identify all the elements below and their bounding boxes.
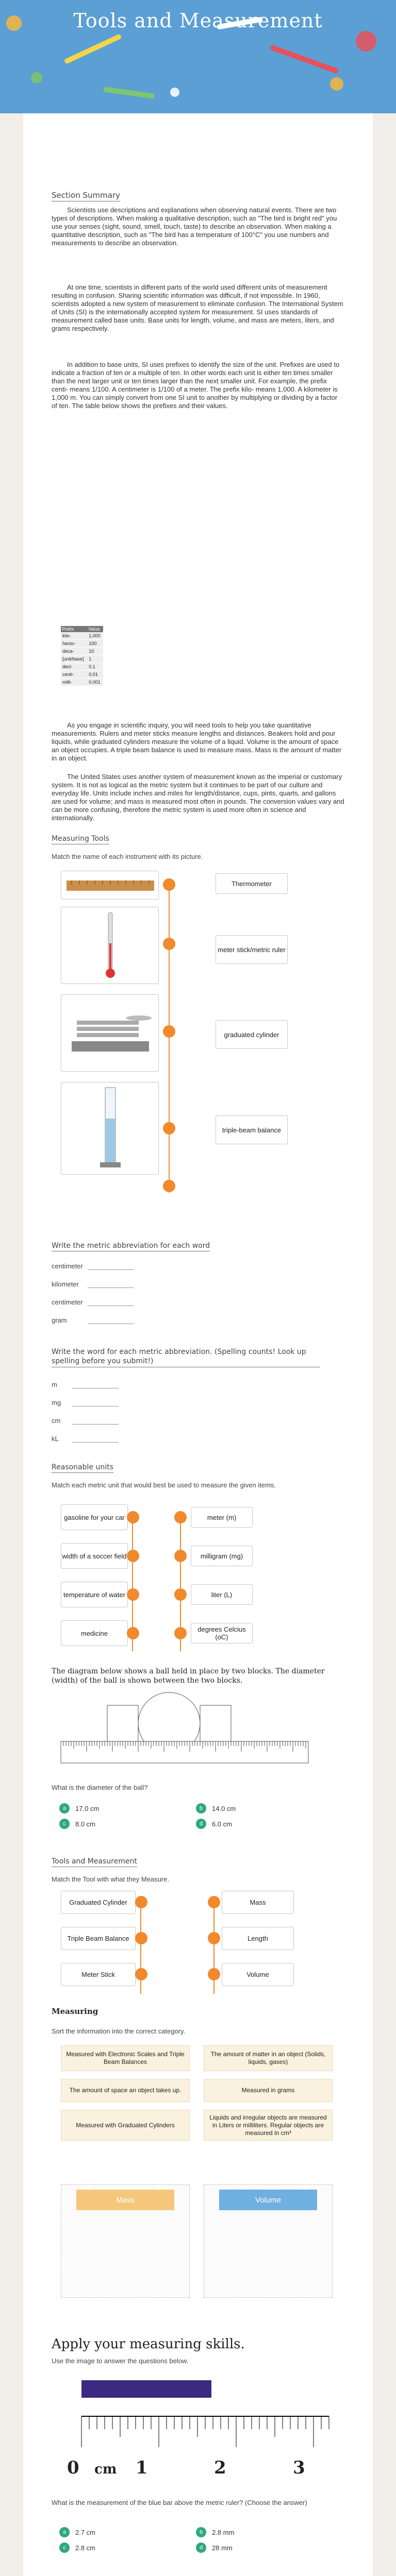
units-item[interactable]: temperature of water xyxy=(61,1582,128,1607)
ruler-label: 0 xyxy=(67,2458,79,2478)
option-d[interactable]: d xyxy=(196,2543,206,2553)
tm-instruction: Match the Tool with what they Measure. xyxy=(52,1875,170,1883)
units-heading: Reasonable units xyxy=(52,1463,113,1473)
match-dot[interactable] xyxy=(208,1968,220,1980)
match-dot[interactable] xyxy=(135,1968,147,1980)
table-cell: milli- xyxy=(61,679,87,686)
option-a[interactable]: a xyxy=(59,2527,70,2537)
summary-paragraph: In addition to base units, SI uses prefixes to identify the size of the unit. Prefixes are used to indicate a fraction of ten or a multiple of ten. In other words each unit is either ten times smaller than the next larger unit or ten times larger than the next smaller unit. For example, the prefix centi- means 1/100. A centimeter is 1/100 of a meter. The prefix kilo- means 1,000. A kilometer is 1,000 m. You can simply convert from one SI unit to another by multiplying or dividing by a factor of ten. The table below shows the prefixes and their values. xyxy=(52,361,340,410)
answer-field[interactable] xyxy=(88,1269,134,1270)
tm-item[interactable]: Graduated Cylinder xyxy=(61,1891,136,1914)
ruler-label: 2 xyxy=(214,2458,226,2478)
table-cell: deca- xyxy=(61,648,87,655)
table-cell: centi- xyxy=(61,671,87,679)
option-d[interactable]: d xyxy=(196,1819,206,1829)
sort-heading: Measuring xyxy=(52,2007,98,2016)
table-row xyxy=(61,632,103,640)
header-banner xyxy=(0,0,396,113)
table-cell: 1 xyxy=(87,655,103,663)
option-label: 2.7 cm xyxy=(75,2529,96,2536)
table-row xyxy=(61,640,103,648)
match-dot[interactable] xyxy=(163,1025,175,1038)
match-dot[interactable] xyxy=(163,1122,175,1134)
option-label: 28 mm xyxy=(212,2544,233,2552)
page-title: Tools and Measurement xyxy=(73,9,323,32)
mass-bin-label: Mass xyxy=(76,2190,174,2210)
abbr-heading: Write the metric abbreviation for each word xyxy=(52,1242,210,1251)
option-label: 17.0 cm xyxy=(75,1805,100,1812)
word-label: gram xyxy=(52,1316,67,1324)
match-dot[interactable] xyxy=(127,1588,139,1601)
abbr-label: cm xyxy=(52,1417,61,1425)
ruler-picture[interactable] xyxy=(61,871,159,900)
sort-card[interactable]: The amount of matter in an object (Solids, liquids, gases) xyxy=(204,2045,333,2071)
skills-subheading: Use the image to answer the questions below. xyxy=(52,2357,189,2365)
match-target[interactable]: meter stick/metric ruler xyxy=(216,935,288,964)
tm-option[interactable]: Mass xyxy=(222,1891,294,1914)
tm-option[interactable]: Length xyxy=(222,1927,294,1950)
table-cell: 1,000 xyxy=(87,632,103,640)
match-dot[interactable] xyxy=(163,938,175,950)
table-cell: deci- xyxy=(61,663,87,671)
ball-question: What is the diameter of the ball? xyxy=(52,1784,148,1791)
option-label: 8.0 cm xyxy=(75,1820,96,1828)
units-instruction: Match each metric unit that would best be used to measure the given items. xyxy=(52,1481,276,1489)
tm-option[interactable]: Volume xyxy=(222,1963,294,1986)
match-dot[interactable] xyxy=(208,1932,220,1944)
option-label: 14.0 cm xyxy=(212,1805,236,1812)
option-label: 2.8 cm xyxy=(75,2544,96,2552)
match-dot[interactable] xyxy=(127,1511,139,1523)
answer-field[interactable] xyxy=(72,1424,119,1425)
option-b[interactable]: b xyxy=(196,2527,206,2537)
skills-question: What is the measurement of the blue bar above the metric ruler? (Choose the answer) xyxy=(52,2499,307,2506)
match-dot[interactable] xyxy=(163,1180,175,1192)
table-header: Value xyxy=(87,626,103,632)
tm-item[interactable]: Triple Beam Balance xyxy=(61,1927,136,1950)
match-dot[interactable] xyxy=(127,1550,139,1562)
units-option[interactable]: milligram (mg) xyxy=(191,1546,253,1566)
word-label: centimeter xyxy=(52,1262,83,1270)
sort-card[interactable]: The amount of space an object takes up. xyxy=(61,2079,190,2102)
table-cell: [unit/base] xyxy=(61,655,87,663)
option-c[interactable]: c xyxy=(59,2543,70,2553)
sort-card[interactable]: Measured with Graduated Cylinders xyxy=(61,2110,190,2141)
prefix-table xyxy=(61,626,103,686)
units-item[interactable]: medicine xyxy=(61,1620,128,1646)
match-target[interactable]: Thermometer xyxy=(216,873,288,894)
match-dot[interactable] xyxy=(163,878,175,891)
sort-card[interactable]: Measured in grams xyxy=(204,2079,333,2102)
thermometer-picture[interactable] xyxy=(61,907,159,984)
match-dot[interactable] xyxy=(174,1511,187,1523)
ruler-label: cm xyxy=(94,2462,117,2477)
option-label: 2.8 mm xyxy=(212,2529,235,2536)
sort-instruction: Sort the information into the correct category. xyxy=(52,2027,186,2035)
tools-heading: Measuring Tools xyxy=(52,835,109,844)
table-row xyxy=(61,663,103,671)
table-cell: 0.001 xyxy=(87,679,103,686)
units-item[interactable]: width of a soccer field xyxy=(61,1543,128,1569)
match-dot[interactable] xyxy=(174,1627,187,1639)
abbr2-heading: Write the word for each metric abbreviation. (Spelling counts! Look up spelling before you submit!) xyxy=(52,1347,320,1367)
ruler-label: 1 xyxy=(136,2458,148,2478)
metric-ruler-figure xyxy=(61,2370,329,2473)
table-row xyxy=(61,679,103,686)
table-cell: 0.1 xyxy=(87,663,103,671)
match-dot[interactable] xyxy=(127,1627,139,1639)
summary-paragraph: The United States uses another system of measurement known as the imperial or customary system. It is not as logical as the metric system but it continues to be part of our culture and everyday life. Units include inches and miles for length/distance, cups, pints, quarts, and gallons are used for volume; and mass is measured most often in pounds. The conversion values vary and can be more confusing, therefore the metric system is used more often in science and internationally. xyxy=(52,773,344,822)
table-cell: 0.01 xyxy=(87,671,103,679)
match-dot[interactable] xyxy=(135,1932,147,1944)
tools-instruction: Match the name of each instrument with its picture. xyxy=(52,853,203,860)
answer-field[interactable] xyxy=(88,1287,134,1288)
cylinder-picture[interactable] xyxy=(61,1082,159,1175)
answer-field[interactable] xyxy=(72,1442,119,1443)
table-row xyxy=(61,671,103,679)
match-dot[interactable] xyxy=(135,1896,147,1908)
volume-bin-label: Volume xyxy=(219,2190,317,2210)
units-item[interactable]: gasoline for your car xyxy=(61,1504,128,1530)
table-cell: 10 xyxy=(87,648,103,655)
blue-bar xyxy=(81,2380,211,2398)
word-label: centimeter xyxy=(52,1298,83,1306)
table-row xyxy=(61,648,103,655)
tm-item[interactable]: Meter Stick xyxy=(61,1963,136,1986)
option-label: 6.0 cm xyxy=(212,1820,233,1828)
summary-paragraph: As you engage in scientific inquiry, you will need tools to help you take quantitative measurements. Rulers and meter sticks measure lengths and distances. Beakers hold and pour liquids, while graduated cylinders measure the volume of a liquid. Volume is the amount of space an object occupies. A triple beam balance is used to measure mass. Mass is the amount of matter in an object. xyxy=(52,721,342,762)
match-dot[interactable] xyxy=(208,1896,220,1908)
summary-paragraph: Scientists use descriptions and explanations when observing natural events. There are two types of descriptions. When making a qualitative description, such as "The bird is bright red" you use your senses (sight, sound, smell, touch, taste) to describe an observation. When making a quantitative description, such as "The bird has a temperature of 100°C" you use numbers and measurements to describe an observation. xyxy=(52,206,337,247)
balance-picture[interactable] xyxy=(61,994,159,1072)
ball-diagram xyxy=(61,1695,308,1772)
units-option[interactable]: meter (m) xyxy=(191,1507,253,1528)
tm-heading: Tools and Measurement xyxy=(52,1857,137,1867)
match-dot[interactable] xyxy=(174,1550,187,1562)
option-c[interactable]: c xyxy=(59,1819,70,1829)
match-target[interactable]: triple-beam balance xyxy=(216,1115,288,1144)
table-cell: kilo- xyxy=(61,632,87,640)
abbr-label: m xyxy=(52,1381,57,1388)
match-line xyxy=(169,884,170,1193)
skills-heading: Apply your measuring skills. xyxy=(52,2336,245,2352)
match-target[interactable]: graduated cylinder xyxy=(216,1020,288,1049)
summary-paragraph: At one time, scientists in different parts of the world used different units of measurement resulting in confusion. Sharing scientific information was difficult, if not impossible. In 1960, scientists adopted a new system of measurement to eliminate confusion. The International System of Units (SI) is the internationally accepted system for measurement. SI uses standards of measurement called base units. Base units for length, volume, and mass are meters, liters, and grams respectively. xyxy=(52,283,343,332)
sort-card[interactable]: Liquids and irregular objects are measured in Liters or milliliters. Regular objects are measured in cm³ xyxy=(204,2110,333,2141)
option-b[interactable]: b xyxy=(196,1803,206,1814)
ball-instruction: The diagram below shows a ball held in place by two blocks. The diameter (width) of the ball is shown between the two blocks. xyxy=(52,1667,325,1685)
table-cell: 100 xyxy=(87,640,103,648)
word-label: kilometer xyxy=(52,1280,79,1288)
sort-card[interactable]: Measured with Electronic Scales and Triple Beam Balances xyxy=(61,2045,190,2071)
table-cell: hecto- xyxy=(61,640,87,648)
table-row xyxy=(61,655,103,663)
match-dot[interactable] xyxy=(174,1588,187,1601)
option-a[interactable]: a xyxy=(59,1803,70,1814)
abbr-label: kL xyxy=(52,1435,59,1443)
summary-heading: Section Summary xyxy=(52,191,120,201)
table-header: Prefix xyxy=(61,626,87,632)
abbr-label: mg xyxy=(52,1399,61,1406)
units-option[interactable]: degrees Celcius (oC) xyxy=(191,1623,253,1643)
ruler-label: 3 xyxy=(293,2458,305,2478)
units-option[interactable]: liter (L) xyxy=(191,1584,253,1605)
